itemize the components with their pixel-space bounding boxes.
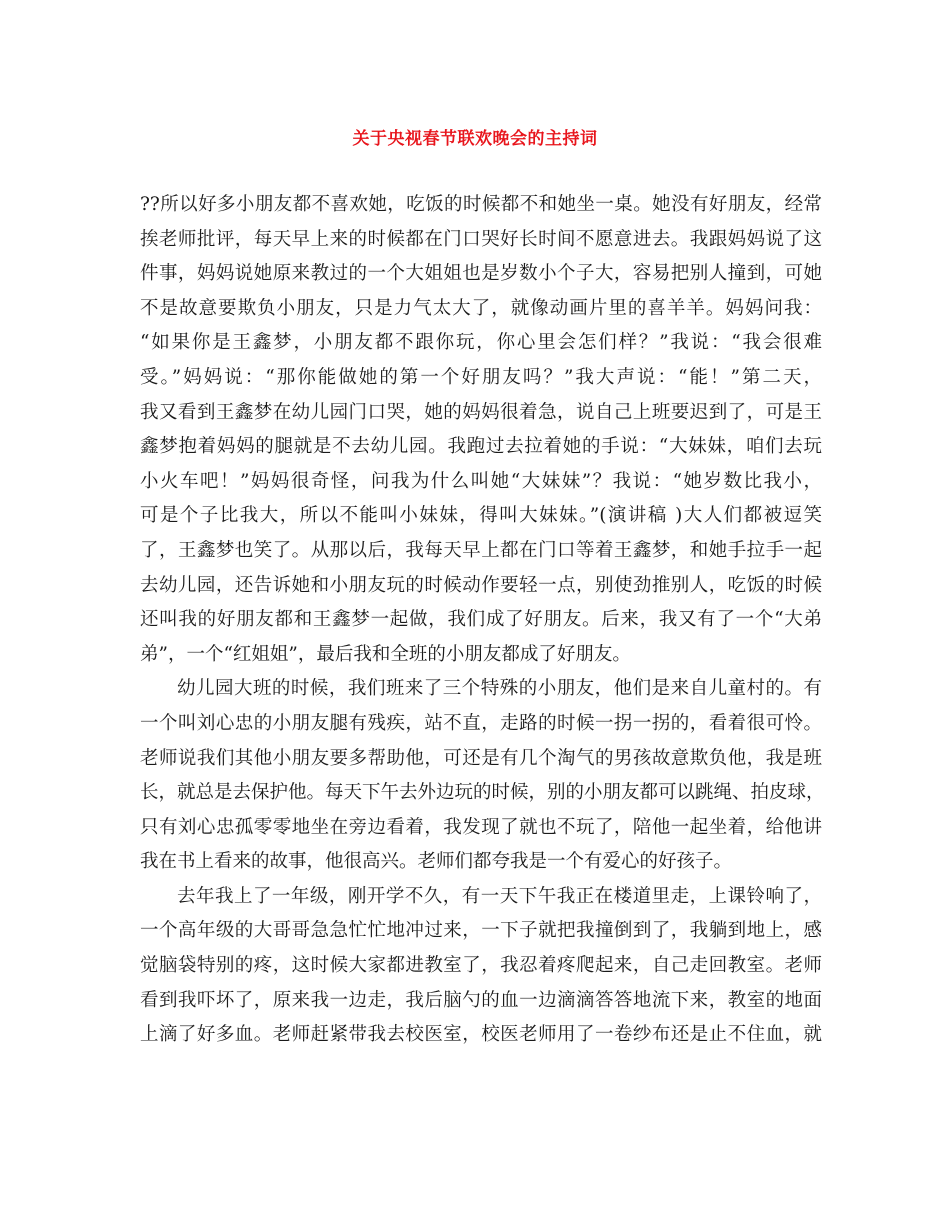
text-line: 不是故意要欺负小朋友，只是力气太大了，就像动画片里的喜羊羊。妈妈问我： — [140, 297, 822, 319]
text-line: 觉脑袋特别的疼，这时候大家都进教室了，我忍着疼爬起来，自己走回教室。老师 — [140, 955, 822, 977]
text-line: 老师说我们其他小朋友要多帮助他，可还是有几个淘气的男孩故意欺负他，我是班 — [140, 747, 822, 769]
text-line: 一个叫刘心忠的小朋友腿有残疾，站不直，走路的时候一拐一拐的，看着很可怜。 — [140, 712, 822, 734]
text-line: 可是个子比我大，所以不能叫小妹妹，得叫大妹妹。”(演讲稿 )大人们都被逗笑 — [140, 505, 822, 527]
text-line: 看到我吓坏了，原来我一边走，我后脑勺的血一边滴滴答答地流下来，教室的地面 — [140, 989, 822, 1011]
text-line: 长，就总是去保护他。每天下午去外边玩的时候，别的小朋友都可以跳绳、拍皮球， — [140, 782, 825, 804]
text-line: 去年我上了一年级，刚开学不久，有一天下午我正在楼道里走，上课铃响了， — [177, 885, 822, 907]
text-line: 了，王鑫梦也笑了。从那以后，我每天早上都在门口等着王鑫梦，和她手拉手一起 — [140, 539, 822, 561]
text-line: 受。”妈妈说：“那你能做她的第一个好朋友吗？”我大声说：“能！”第二天， — [140, 366, 822, 388]
document-body — [140, 188, 825, 1053]
text-line: 小火车吧！”妈妈很奇怪，问我为什么叫她“大妹妹”？我说：“她岁数比我小， — [140, 470, 822, 492]
text-line: 还叫我的好朋友都和王鑫梦一起做，我们成了好朋友。后来，我又有了一个“大弟 — [140, 609, 822, 631]
text-line: 鑫梦抱着妈妈的腿就是不去幼儿园。我跑过去拉着她的手说：“大妹妹，咱们去玩 — [140, 436, 822, 458]
text-line: 上滴了好多血。老师赶紧带我去校医室，校医老师用了一卷纱布还是止不住血，就 — [140, 1024, 822, 1046]
text-line: “如果你是王鑫梦，小朋友都不跟你玩，你心里会怎们样？”我说：“我会很难 — [140, 332, 822, 354]
text-line: 件事，妈妈说她原来教过的一个大姐姐也是岁数小个子大，容易把别人撞到，可她 — [140, 263, 822, 285]
text-line: 一个高年级的大哥哥急急忙忙地冲过来，一下子就把我撞倒到了，我躺到地上，感 — [140, 920, 822, 942]
text-line: ??所以好多小朋友都不喜欢她，吃饭的时候都不和她坐一桌。她没有好朋友，经常 — [140, 194, 822, 215]
text-line: 幼儿园大班的时候，我们班来了三个特殊的小朋友，他们是来自儿童村的。有 — [177, 678, 822, 700]
text-line: 我在书上看来的故事，他很高兴。老师们都夸我是一个有爱心的好孩子。 — [140, 851, 733, 873]
document-title: 关于央视春节联欢晚会的主持词 — [352, 129, 598, 149]
text-line: 弟”，一个“红姐姐”，最后我和全班的小朋友都成了好朋友。 — [140, 643, 631, 665]
text-line: 只有刘心忠孤零零地坐在旁边看着，我发现了就也不玩了，陪他一起坐着，给他讲 — [140, 816, 822, 838]
text-line: 去幼儿园，还告诉她和小朋友玩的时候动作要轻一点，别使劲推别人，吃饭的时候 — [140, 574, 822, 596]
text-line: 我又看到王鑫梦在幼儿园门口哭，她的妈妈很着急，说自己上班要迟到了，可是王 — [140, 401, 822, 423]
text-line: 挨老师批评，每天早上来的时候都在门口哭好长时间不愿意进去。我跟妈妈说了这 — [140, 228, 822, 250]
